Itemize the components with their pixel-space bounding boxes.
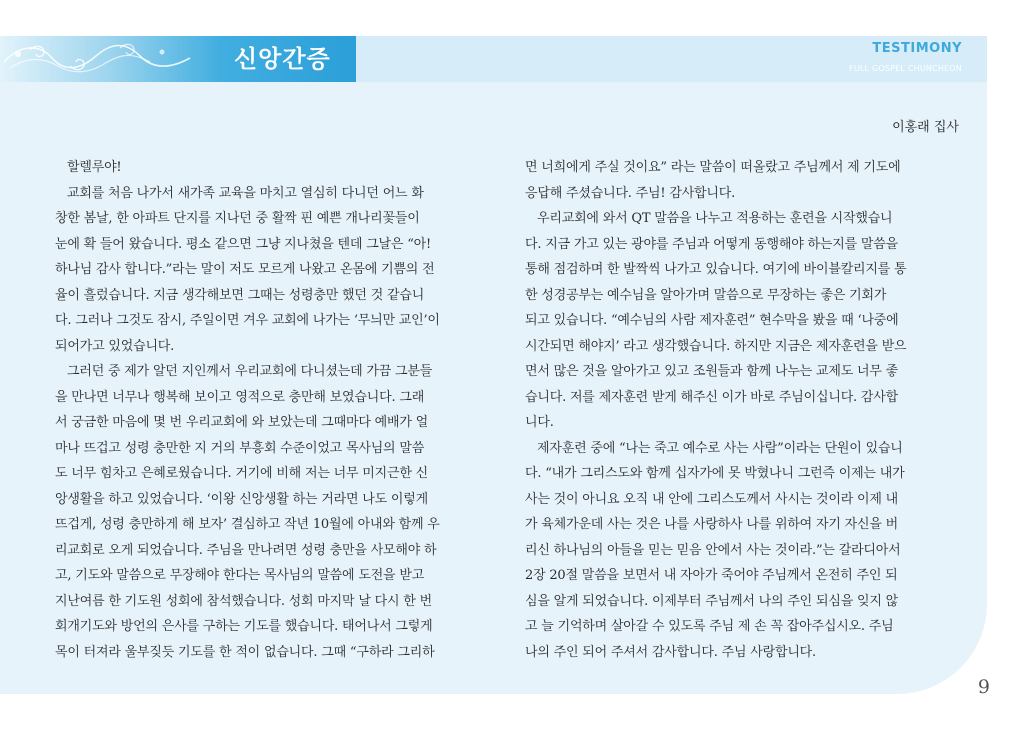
text-line: 눈에 확 들어 왔습니다. 평소 같으면 그냥 지나쳤을 텐데 그날은 “아!	[55, 236, 432, 252]
text-line: 지난여름 한 기도원 성회에 참석했습니다. 성회 마지막 날 다시 한 번	[55, 593, 432, 609]
ornament-swirl-icon	[0, 36, 240, 82]
page-number: 9	[977, 676, 990, 698]
author-name: 이홍래 집사	[892, 120, 959, 135]
text-line: 제자훈련 중에 “나는 죽고 예수로 사는 사람”이라는 단원이 있습니	[537, 440, 903, 456]
text-line: 고 늘 기억하며 살아갈 수 있도록 주님 제 손 꼭 잡아주십시오. 주님	[525, 619, 894, 634]
text-line: 교회를 처음 나가서 새가족 교육을 마치고 열심히 다니던 어느 화	[67, 185, 424, 201]
text-line: 다. “내가 그리스도와 함께 십자가에 못 박혔나니 그런즉 이제는 내가	[525, 466, 905, 481]
text-line: 리신 하나님의 아들을 믿는 믿음 안에서 사는 것이라.”는 갈라디아서	[525, 542, 901, 558]
right-column-text	[525, 155, 955, 665]
section-title: 신앙간증	[234, 45, 331, 73]
text-line: 도 너무 힘차고 은혜로웠습니다. 거기에 비해 저는 너무 미지근한 신	[55, 466, 428, 481]
text-line: 면 너희에게 주실 것이요” 라는 말씀이 떠올랐고 주님께서 제 기도에	[525, 160, 901, 175]
text-line: 율이 흘렀습니다. 지금 생각해보면 그때는 성령충만 했던 것 같습니	[55, 287, 425, 303]
text-line: 다. 그러나 그것도 잠시, 주일이면 겨우 교회에 나가는 ‘무늬만 교인’이	[55, 313, 440, 328]
left-column-text	[55, 155, 485, 665]
text-line: 뜨겁게, 성령 충만하게 해 보자’ 결심하고 작년 10월에 아내와 함께 우	[55, 517, 440, 532]
text-line: 다. 지금 가고 있는 광야를 주님과 어떻게 동행해야 하는지를 말씀을	[525, 236, 898, 252]
text-line: 2장 20절 말씀을 보면서 내 자아가 죽어야 주님께서 온전히 주인 되	[525, 568, 898, 583]
text-line: 서 궁금한 마음에 몇 번 우리교회에 와 보았는데 그때마다 예배가 얼	[55, 415, 428, 430]
text-line: 목이 터져라 울부짖듯 기도를 한 적이 없습니다. 그때 “구하라 그리하	[55, 644, 435, 660]
text-line: 창한 봄날, 한 아파트 단지를 지나던 중 활짝 핀 예쁜 개나리꽃들이	[55, 211, 420, 226]
text-line: 가 육체가운데 사는 것은 나를 사랑하사 나를 위하여 자기 자신을 버	[525, 517, 898, 532]
text-line: 니다.	[525, 415, 554, 430]
text-line: 면서 많은 것을 알아가고 있고 조원들과 함께 나누는 교제도 너무 좋	[525, 364, 898, 379]
text-line: 한 성경공부는 예수님을 알아가며 말씀으로 무장하는 좋은 기회가	[525, 287, 887, 303]
church-name-label: FULL GOSPEL CHUNCHEON	[849, 64, 962, 73]
text-line: 시간되면 해야지’ 라고 생각했습니다. 하지만 지금은 제자훈련을 받으	[525, 338, 907, 354]
text-line: 통해 점검하며 한 발짝씩 나가고 있습니다. 여기에 바이블칼리지를 통	[525, 262, 907, 277]
text-line: 나의 주인 되어 주셔서 감사합니다. 주님 사랑합니다.	[525, 644, 816, 660]
text-line: 리교회로 오게 되었습니다. 주님을 만나려면 성령 충만을 사모해야 하	[55, 542, 437, 558]
text-line: 하나님 감사 합니다.”라는 말이 저도 모르게 나왔고 온몸에 기쁨의 전	[55, 262, 435, 277]
text-line: 되고 있습니다. “예수님의 사람 제자훈련” 현수막을 봤을 때 ‘나중에	[525, 313, 899, 328]
text-line: 고, 기도와 말씀으로 무장해야 한다는 목사님의 말씀에 도전을 받고	[55, 568, 425, 583]
text-line: 회개기도와 방언의 은사를 구하는 기도를 했습니다. 태어나서 그렇게	[55, 619, 433, 634]
text-line: 할렐루야!	[67, 160, 122, 175]
text-line: 을 만나면 너무나 행복해 보이고 영적으로 충만해 보였습니다. 그래	[55, 389, 425, 405]
text-line: 우리교회에 와서 QT 말씀을 나누고 적용하는 훈련을 시작했습니	[537, 211, 893, 226]
testimony-label: TESTIMONY	[872, 41, 962, 56]
text-line: 앙생활을 하고 있었습니다. ‘이왕 신앙생활 하는 거라면 나도 이렇게	[55, 491, 428, 507]
text-line: 되어가고 있었습니다.	[55, 338, 175, 354]
text-line: 심을 알게 되었습니다. 이제부터 주님께서 나의 주인 되심을 잊지 않	[525, 593, 898, 609]
text-line: 마나 뜨겁고 성령 충만한 지 거의 부흥회 수준이었고 목사님의 말씀	[55, 440, 425, 456]
text-line: 그러던 중 제가 알던 지인께서 우리교회에 다니셨는데 가끔 그분들	[67, 364, 433, 379]
text-line: 응답해 주셨습니다. 주님! 감사합니다.	[525, 185, 736, 201]
text-line: 사는 것이 아니요 오직 내 안에 그리스도께서 사시는 것이라 이제 내	[525, 491, 898, 507]
text-line: 습니다. 저를 제자훈련 받게 해주신 이가 바로 주님이십니다. 감사합	[525, 389, 898, 405]
